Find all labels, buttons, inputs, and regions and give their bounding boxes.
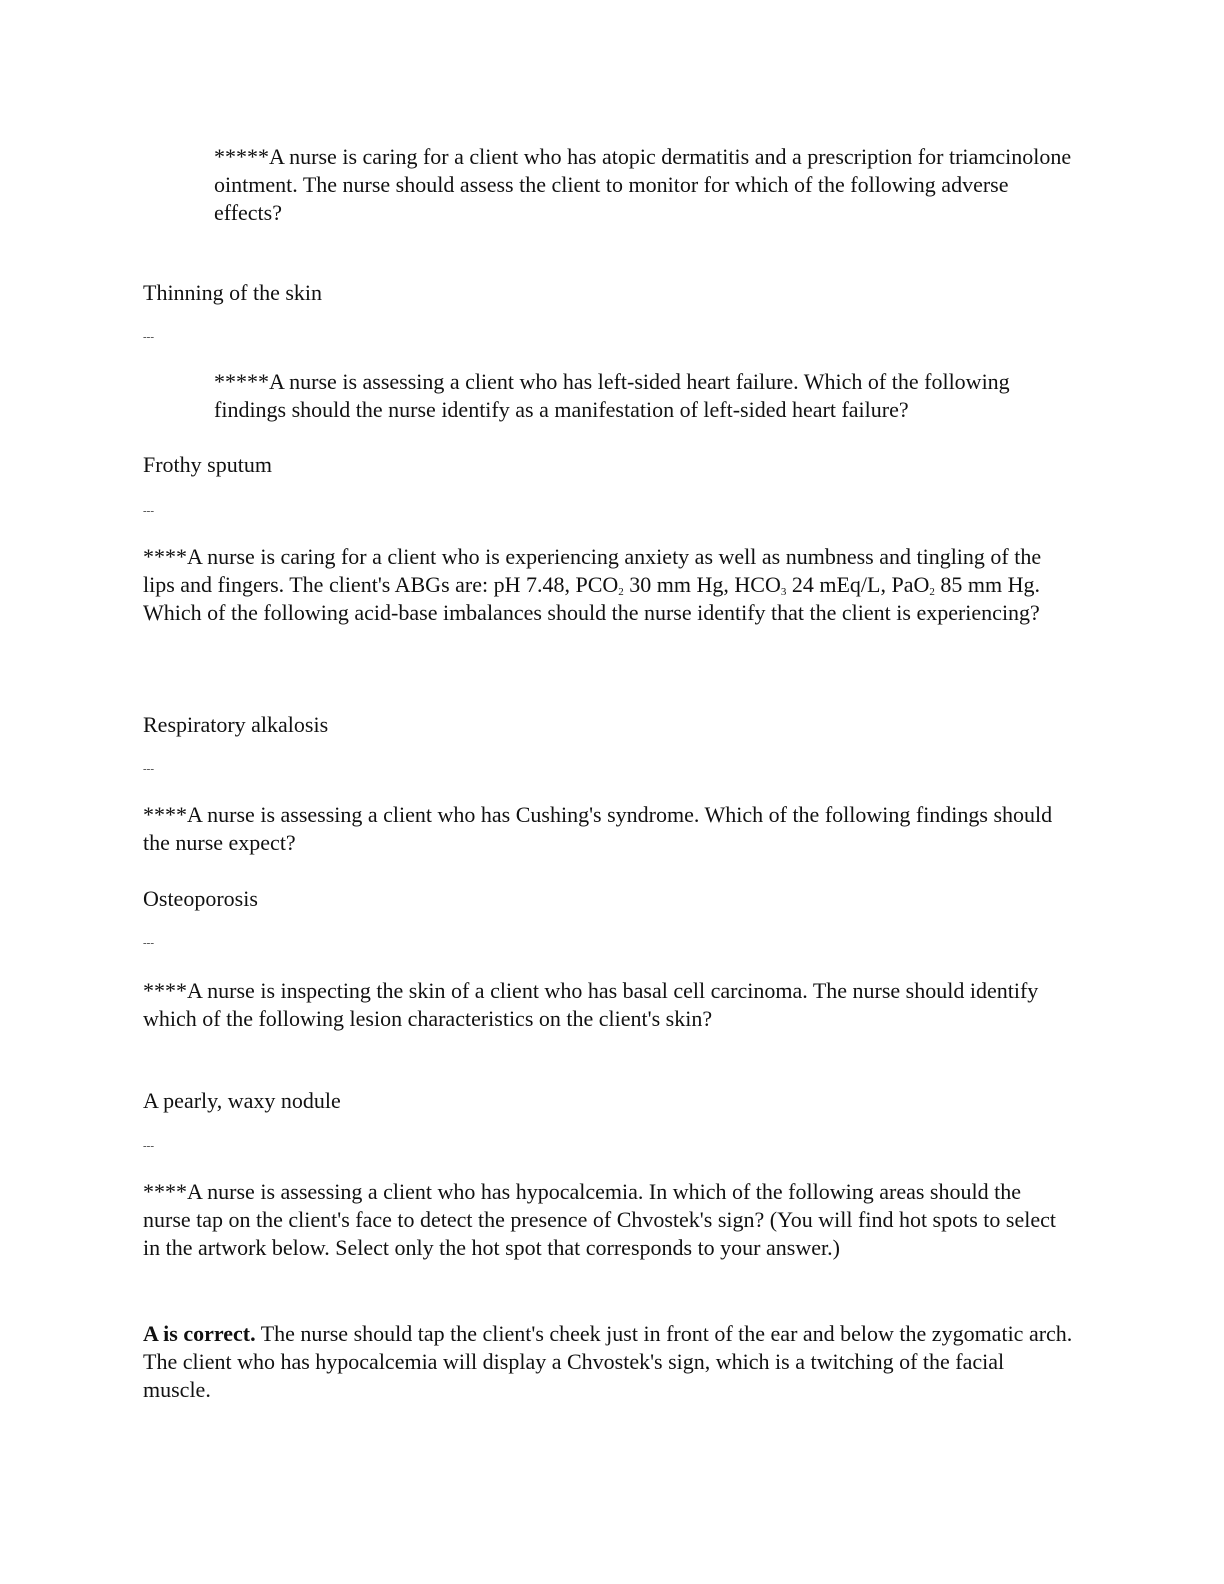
question-6: ****A nurse is assessing a client who has hypocalcemia. In which of the following areas should the nurse tap on the client's face to detect the presence of Chvostek's sign? (You will find hot spots to select in the artwork below. Select only the hot spot that corresponds to your answer.)	[143, 1179, 1056, 1260]
question-5: ****A nurse is inspecting the skin of a client who has basal cell carcinoma. The nurse should identify which of the following lesion characteristics on the client's skin?	[143, 978, 1039, 1031]
separator-3: ---	[143, 763, 154, 775]
question-3: ****A nurse is caring for a client who is experiencing anxiety as well as numbness and tingling of the lips and fingers. The client's ABGs are: pH 7.48, $PCO_2$ 30 mm Hg, $HCO_3$ 24 mEq/L, PaO$_2$ 85 mm Hg. Which of the following acid-base imbalances should the nurse identify that the client is experiencing?	[143, 544, 1042, 625]
answer-1: Thinning of the skin	[143, 280, 323, 305]
answer-6-correct-label: A is correct.	[143, 1321, 256, 1346]
separator-4: ---	[143, 937, 154, 949]
subscript-hco3: 3	[780, 586, 787, 598]
separator-2: ---	[143, 505, 154, 517]
subscript-pao2: 2	[929, 586, 935, 598]
separator-1: ---	[143, 331, 154, 343]
separator-5: ---	[143, 1140, 154, 1152]
answer-2: Frothy sputum	[143, 452, 272, 477]
answer-5: A pearly, waxy nodule	[143, 1088, 341, 1113]
answer-6	[143, 1320, 1073, 1404]
question-4: ****A nurse is assessing a client who has Cushing's syndrome. Which of the following findings should the nurse expect?	[143, 802, 1053, 855]
answer-4: Osteoporosis	[143, 886, 258, 911]
answer-6-explanation: The nurse should tap the client's cheek just in front of the ear and below the zygomatic arch. The client who has hypocalcemia will display a Chvostek's sign, which is a twitching of the facial muscle.	[143, 1321, 1073, 1402]
question-2: *****A nurse is assessing a client who has left-sided heart failure. Which of the following findings should the nurse identify as a manifestation of left-sided heart failure?	[214, 369, 1010, 422]
question-1: *****A nurse is caring for a client who has atopic dermatitis and a prescription for triamcinolone ointment. The nurse should assess the client to monitor for which of the following adverse effects?	[214, 144, 1072, 225]
answer-3: Respiratory alkalosis	[143, 712, 329, 737]
subscript-pco2: 2	[618, 586, 624, 598]
